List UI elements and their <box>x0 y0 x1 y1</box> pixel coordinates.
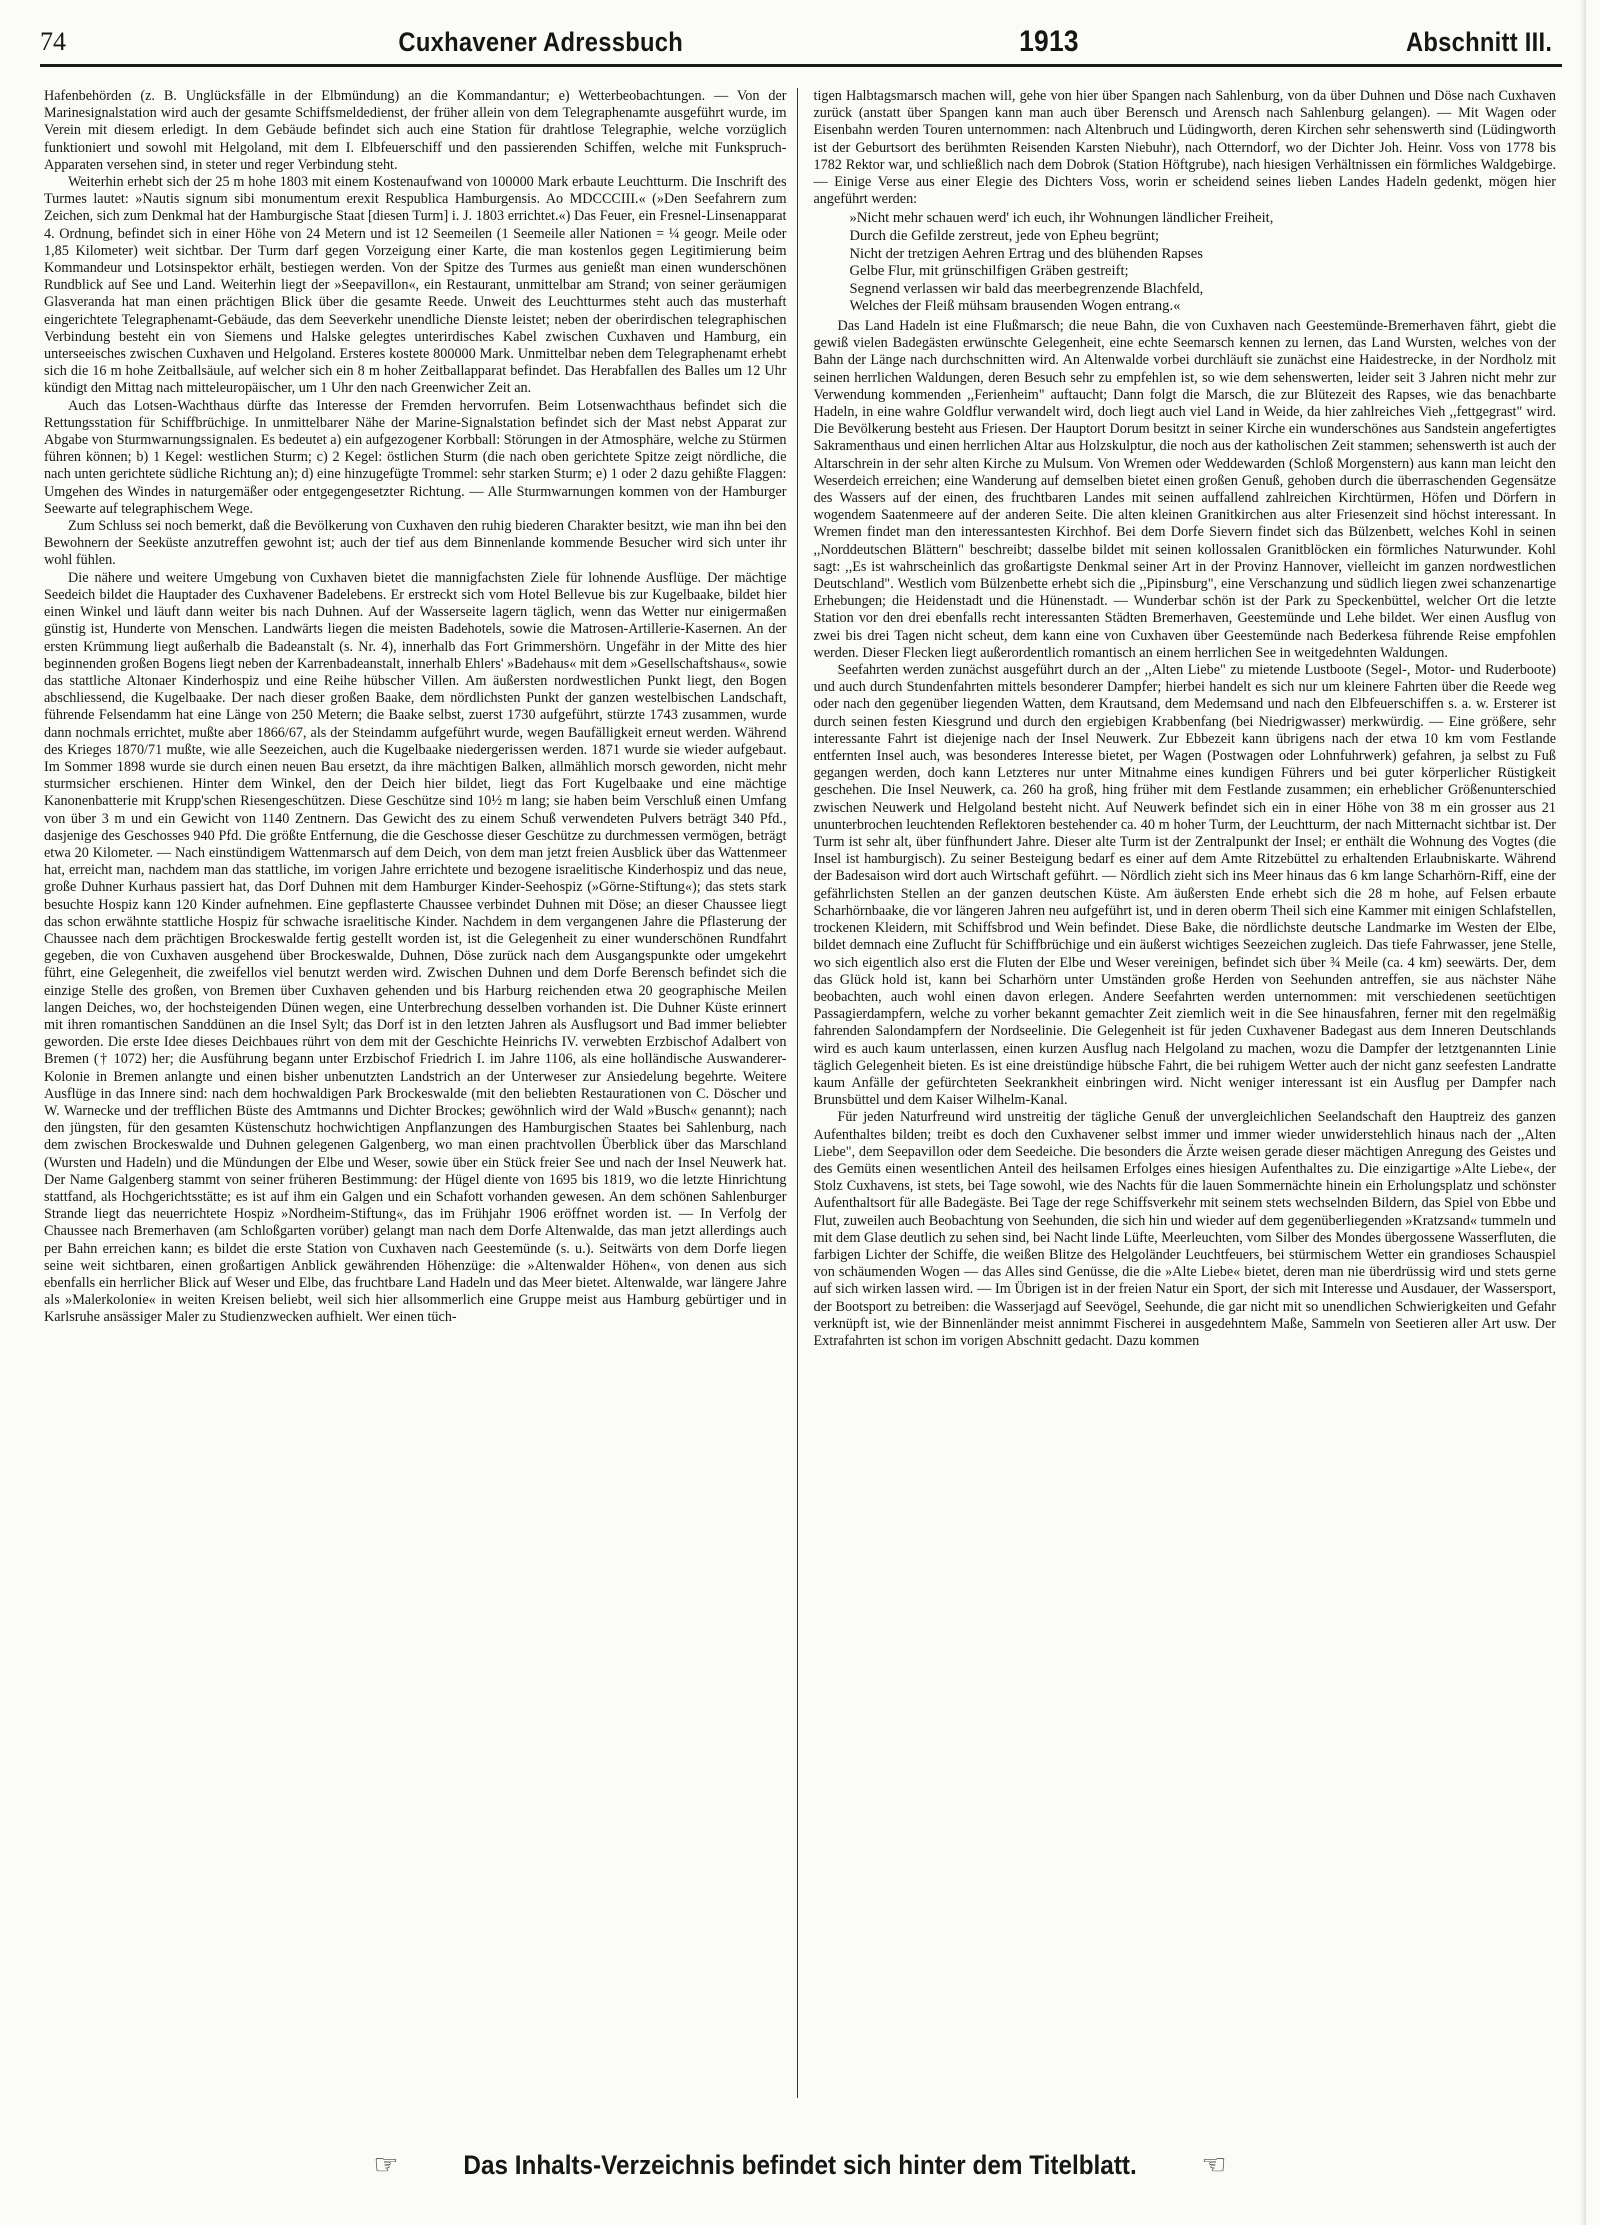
page-header <box>40 20 1562 67</box>
section-label: Abschnitt III. <box>1405 26 1553 57</box>
paragraph: Seefahrten werden zunächst ausgeführt durch an der ,,Alten Liebe" zu mietende Lustboote (Segel-, Motor- und Ruderboote) und auch durch Stundenfahrten mittels besonderer Dampfer; hierbei handelt es sich nur um kleinere Fahrten über die Reede weg oder nach den gegenüber liegenden Watten, dem Krautsand, dem Medemsand und nach den Elbfeuerschiffen s. a. w. Ersterer ist durch seinen festen Kiesgrund und durch den ergiebigen Krabbenfang (bei Niedrigwasser) merkwürdig. — Eine größere, sehr interessante Fahrt ist diejenige nach der Insel Neuwerk. Zur Ebbezeit kann übrigens nach der etwa 10 km vom Festlande entfernten Insel auch, was besonderes Interesse bietet, per Wagen (Postwagen oder Lohnfuhrwerk) gefahren, ja selbst zu Fuß gegangen werden, doch kann Letzteres nur unter Mitnahme eines kundigen Führers und bei guter körperlicher Rüstigkeit geschehen. Die Insel Neuwerk, ca. 260 ha groß, hing früher mit dem Festlande zusammen; ein erheblicher Größenunterschied zwischen Neuwerk und Helgoland besteht nicht. Auf Neuwerk befindet sich ein in einer Höhe von 38 m ein grosser aus 21 ununterbrochen leuchtenden Reflektoren bestehender ca. 40 m hoher Turm, der Leuchtturm, der nach Mitternacht sichtbar ist. Der Turm ist sehr alt, über fünfhundert Jahre. Dieser alte Turm ist der Zentralpunkt der Insel; er enthält die Wohnung des Vogtes (die Insel ist hamburgisch). Zu seiner Besteigung bedarf es einer auf dem Amte Ritzebüttel zu erhaltenden Erlaubniskarte. Während der Badesaison wird dort auch Wirtschaft geführt. — Nördlich zieht sich ins Meer hinaus das 6 km lange Scharhörn-Riff, eine der gefährlichsten Stellen an der ganzen deutschen Küste. Am äußersten Ende erhebt sich die 28 m hohe, auf Felsen erbaute Scharhörnbaake, die vor längeren Jahren neu aufgeführt ist, und in deren oberm Theil sich eine Kammer mit einigen Schlafstellen, trockenen Kleidern, mit Schiffsbrod und Wein befindet. Diese Bake, die nördlichste deutsche Landmarke im Westen der Elbe, bildet demnach eine Zuflucht für Schiffbrüchige und ein äußerst wichtiges Seezeichen zugleich. Das tiefe Fahrwasser, jene Stelle, wo sich eigentlich also erst die Fluten der Elbe und Weser vereinigen, befindet sich über ¾ Meile (ca. 4 km) seewärts. Der, dem das Glück hold ist, kann bei Scharhörn unter Umständen große Herden von Seehunden antreffen, sie aus nächster Nähe beobachten, auch wohl einen davon erlegen. Andere Seefahrten werden unternommen: mit verschiedenen seetüchtigen Passagierdampfern, welche zu vorher bekannt gemachter Zeit ziemlich weit in die See hinausfahren, ferner mit den regelmäßig fahrenden Salondampfern der Nordseelinie. Die Gelegenheit ist für jeden Cuxhavener Badegast aus dem Inneren Deutschlands wird es auch kaum unterlassen, einen kurzen Ausflug nach Helgoland zu machen, wozu die Dampfer der letztgenannten Linie täglich Gelegenheit bieten. Es ist eine dreistündige hübsche Fahrt, die bei ruhigem Wetter auch der nicht ganz seefesten Landratte kaum Anfälle der gefürchteten Seekrankheit einbringen wird. Nicht weniger interessant ist ein Ausflug per Dampfer nach Brunsbüttel und dem Kaiser Wilhelm-Kanal. <box>813 662 1556 1109</box>
footer-note: Das Inhalts-Verzeichnis befindet sich hinter dem Titelblatt. <box>463 2149 1137 2180</box>
paragraph: Weiterhin erhebt sich der 25 m hohe 1803 mit einem Kostenaufwand von 100000 Mark erbaute Leuchtturm. Die Inschrift des Turmes lautet: »Nautis signum sibi monumentum erexit Respublica Hamburgensis. Ao MDCCCIII.« (»Den Seefahrern zum Zeichen, sich zum Denkmal hat der Hamburgische Staat [diesen Turm] i. J. 1803 errichtet.«) Das Feuer, ein Fresnel-Linsenapparat 4. Ordnung, befindet sich in einer Höhe von 24 Metern und ist 12 Seemeilen (1 Seemeile aller Nationen = ¼ geogr. Meile oder 1,85 Kilometer) weit sichtbar. Der Turm darf gegen Vorzeigung einer Karte, die man kostenlos gegen Legitimierung beim Kommandeur und Lotsinspektor erhält, bestiegen werden. Von der Spitze des Turmes aus genießt man einen wunderschönen Rundblick auf See und Land. Weiterhin liegt der »Seepavillon«, ein Restaurant, unmittelbar am Strand; von seiner geräumigen Glasveranda hat man einen prächtigen Blick über die gesamte Reede. Unweit des Leuchtturmes steht auch das musterhaft eingerichtete Telegraphenamt-Gebäude, das dem Seeverkehr unendliche Dienste leistet; neben der oberirdischen telegraphischen Verbindung besteht ein von Siemens und Halske gelegtes unterirdisches Kabel zwischen Cuxhaven und Hamburg, ein unterseeisches zwischen Cuxhaven und Helgoland. Ersteres kostete 800000 Mark. Unmittelbar neben dem Telegraphenamt erhebt sich die 16 m hohe Zeitballsäule, auf welcher sich ein 8 m hoher Zeitballapparat befindet. Das Herabfallen des Balles um 12 Uhr kündigt den Mittag nach mitteleuropäischer, um 1 Uhr den nach Greenwicher Zeit an. <box>44 174 787 397</box>
paragraph: Auch das Lotsen-Wachthaus dürfte das Interesse der Fremden hervorrufen. Beim Lotsenwachthaus befindet sich die Rettungsstation für Schiffbrüchige. In unmittelbarer Nähe der Marine-Signalstation befindet sich der Mast nebst Apparat zur Abgabe von Sturmwarnungssignalen. Es bedeutet a) ein aufgezogener Korbball: Störungen in der Atmosphäre, welche zu Stürmen führen können; b) 1 Kegel: westlichen Sturm; c) 2 Kegel: östlichen Sturm (die nach oben gerichtete Spitze zeigt nördliche, die nach unten gerichtete südliche Richtung an); d) eine hinzugefügte Trommel: sehr starken Sturm; e) 1 oder 2 dazu gehißte Flaggen: Umgehen des Windes in naturgemäßer oder entgegengesetzter Richtung. — Alle Sturmwarnungen kommen von der Hamburger Seewarte auf telegraphischem Wege. <box>44 397 787 517</box>
poem-line: Durch die Gefilde zerstreut, jede von Epheu begrünt; <box>849 228 1160 245</box>
book-year: 1913 <box>1019 25 1079 58</box>
paragraph: Für jeden Naturfreund wird unstreitig der tägliche Genuß der unvergleichlichen Seelandschaft den Hauptreiz des ganzen Aufenthaltes bilden; treibt es doch den Cuxhavener selbst immer und immer wieder unwiderstehlich hinaus nach der ,,Alten Liebe", dem Seepavillon oder dem Seedeiche. Die besonders die Ärzte weisen gerade dieser mächtigen Anregung des Geistes und des Gemüts einen wesentlichen Anteil des heilsamen Erfolges eines hiesigen Aufenthaltes zu. Die einzigartige »Alte Liebe«, der Stolz Cuxhavens, ist stets, bei Tage sowohl, wie des Nachts für die lauen Sommernächte hinein ein Erholungsplatz und schönster Aufenthaltsort für alle Badegäste. Bei Tage der rege Schiffsverkehr mit seinem stets wechselnden Bildern, das Spiel von Ebbe und Flut, zuweilen auch Beobachtung von Seehunden, die sich hin und wieder auf dem gegenüberliegenden »Kratzsand« tummeln und mit dem Glase deutlich zu sehen sind, bei Nacht linde Lüfte, Meerleuchten, vom Silber des Mondes übergossene Wasserfluten, die farbigen Lichter der Schiffe, die weißen Blitze des Helgoländer Leuchtfeuers, bei stürmischem Wetter ein grandioses Schauspiel von schäumenden Wogen — das Alles sind Genüsse, die die »Alte Liebe« bietet, deren man nie überdrüssig wird und stets gerne auf sich wirken lassen wird. — Im Übrigen ist in der freien Natur ein Sport, der sich mit Interesse und Ausdauer, der Wassersport, der Bootsport zu betreiben: die Wasserjagd auf Seevögel, Seehunde, die gar nicht mit so unendlichen Schwierigkeiten und Gefahr verknüpft ist, wie der Binnenländer meist annimmt Fischerei in ausgedehntem Maße, Sammeln von Seetieren aller Art usw. Der Extrafahrten ist schon im vorigen Abschnitt gedacht. Dazu kommen <box>813 1109 1556 1349</box>
poem-line: Gelbe Flur, mit grünschilfigen Gräben gestreift; <box>849 263 1129 280</box>
paragraph: Das Land Hadeln ist eine Flußmarsch; die neue Bahn, die von Cuxhaven nach Geestemünde-Bremerhaven fährt, giebt die gewiß vielen Badegästen erwünschte Gelegenheit, eine echte Seemarsch kennen zu lernen, das Land Wursten, welches von der Bahn der Länge nach durchschnitten wird. An Altenwalde vorbei durchläuft sie zunächst eine Haidestrecke, in der Nordholz mit seinen herrlichen Waldungen, deren Besuch sehr zu empfehlen ist, so wie dem sehenswerten, leider seit 3 Jahren nicht mehr zur Verwendung kommenden ,,Ferienheim" auftaucht; Dann folgt die Marsch, die zur Blütezeit des Rapses, wie das benachbarte Hadeln, in eine wahre Goldflur verwandelt wird, doch liegt auch viel Land in Weide, da hier zahlreiches Vieh ,,fettgegrast" wird. Die Bevölkerung besteht aus Friesen. Der Hauptort Dorum besitzt in seiner Kirche ein wunderschönes aus Sandstein angefertigtes Sakramenthaus und einen herrlichen Altar aus Holzskulptur, die noch aus der katholischen Zeit stammen; sehenswerth ist auch der Altarschrein in der sehr alten Kirche zu Mulsum. Von Wremen oder Weddewarden (Schloß Morgenstern) aus kann man leicht den Weserdeich erreichen; eine Wanderung auf demselben bietet einen großen Genuß, gehoben durch die überraschenden Gegensätze des Wassers auf der einen, des fruchtbaren Landes mit seinen auffallend zahlreichen Kirchtürmen, Höfen und Dörfern in wogendem Saatenmeere auf der anderen Seite. Die alten kleinen Granitkirchen aus alter Friesenzeit sind höchst interessant. In Wremen findet man den interessantesten Kirchhof. Bei dem Dorfe Sievern findet sich das Bülzenbett, welches Kohl in seinen ,,Norddeutschen Blättern" beschreibt; dasselbe bildet mit seinen kollossalen Granitblöcken ein förmliches Naturwunder. Kohl sagt: ,,Es ist wahrscheinlich das großartigste Denkmal seiner Art in der Provinz Hannover, vielleicht im ganzen nordwestlichen Deutschland". Westlich vom Bülzenbette erhebt sich die ,,Pipinsburg", eine Verschanzung und südlich liegen zwei schanzenartige Erhebungen; die Heidenstadt und die Hünenstadt. — Wunderbar schön ist der Park zu Speckenbüttel, welcher Ort die letzte Station vor den drei ebenfalls recht interessanten Städten Bremerhaven, Geestemünde und Lehe bildet. Wer einen Ausflug von zwei bis drei Tagen nicht scheut, dem kann eine von Cuxhaven über Geestemünde nach Bederkesa führende Reise empfohlen werden. Dieser Flecken liegt außerordentlich romantisch an einem herrlichen See in weitgedehnten Waldungen. <box>813 317 1556 661</box>
pointing-hand-left-icon: ☜ <box>1201 2150 1227 2181</box>
poem <box>850 210 1557 316</box>
poem-line: Welches der Fleiß mühsam brausenden Wogen entrang.« <box>849 298 1181 315</box>
paragraph: tigen Halbtagsmarsch machen will, gehe von hier über Spangen nach Sahlenburg, von da über Duhnen und Döse nach Cuxhaven zurück (anstatt über Spangen kann man auch über Berensch und Arensch nach Sahlenburg gelangen). — Mit Wagen oder Eisenbahn werden Touren unternommen: nach Altenbruch und Lüdingworth, deren Kirchen sehr sehenswerth sind (Lüdingworth ist der Geburtsort des berühmten Reisenden Karsten Niebuhr), nach Otterndorf, wo der Dichter Joh. Heinr. Voss von 1778 bis 1782 Rektor war, und schließlich nach dem Dobrok (Station Höftgrube), nach hiesigen Verhältnissen ein förmliches Waldgebirge. — Einige Verse aus einer Elegie des Dichters Voss, worin er scheidend seines lieben Landes Hadeln gedenkt, mögen hier angeführt werden: <box>813 88 1556 208</box>
book-title: Cuxhavener Adressbuch <box>398 26 683 57</box>
page-edge-shadow <box>1580 0 1586 2225</box>
right-column <box>797 88 1557 2098</box>
page-footer <box>0 2145 1600 2185</box>
text-columns <box>44 88 1556 2098</box>
poem-line: »Nicht mehr schauen werd' ich euch, ihr Wohnungen ländlicher Freiheit, <box>849 210 1274 227</box>
pointing-hand-right-icon: ☞ <box>373 2150 399 2181</box>
paragraph: Hafenbehörden (z. B. Unglücksfälle in der Elbmündung) an die Kommandantur; e) Wetterbeobachtungen. — Von der Marinesignalstation wird auch der gesamte Schiffsmeldedienst, der früher allein von dem Telegraphenamte ausgeführt wurde, im Verein mit diesem erledigt. In dem Gebäude befindet sich auch eine Station für drahtlose Telegraphie, welche vorzüglich funktioniert und sowohl mit Helgoland, mit dem I. Elbfeuerschiff und den passierenden Schiffen, welche mit Funkspruch-Apparaten versehen sind, in steter und reger Verbindung steht. <box>44 88 787 173</box>
paragraph: Die nähere und weitere Umgebung von Cuxhaven bietet die mannigfachsten Ziele für lohnende Ausflüge. Der mächtige Seedeich bildet die Hauptader des Cuxhavener Badelebens. Er erstreckt sich vom Hotel Bellevue bis zur Kugelbaake, bildet hier einen Winkel und läuft dann weiter bis nach Duhnen. Auf der Wasserseite lagern täglich, wenn das Wetter nur einigermaßen günstig ist, Hunderte von Menschen. Landwärts liegen die meisten Badehotels, sowie die Matrosen-Artillerie-Kasernen. An der ersten Krümmung liegt außerhalb die Badeanstalt (s. Nr. 4), innerhalb das Fort Grimmershörn. Ungefähr in der Mitte des hier beginnenden großen Bogens liegt neben der Karrenbadeanstalt, innerhalb Ehlers' »Badehaus« mit dem »Gesellschaftshaus«, sowie das stattliche Altonaer Kinderhospiz und eine Reihe hübscher Villen. Am äußersten nordwestlichen Punkt liegt, den Bogen abschliessend, die Kugelbaake. Der nach dieser großen Baake, dem nördlichsten Punkt der ganzen westelbischen Landschaft, führende Felsendamm hat eine Länge von 250 Metern; die Baake selbst, zuerst 1730 aufgeführt, stürzte 1743 zusammen, wurde dann nochmals errichtet, mußte aber 1866/67, als der Steindamm aufgeführt wurde, wegen Baufälligkeit erneut werden. Während des Krieges 1870/71 mußte, wie alle Seezeichen, auch die Kugelbaake niedergerissen werden. 1871 wurde sie wieder aufgebaut. Im Sommer 1898 wurde sie durch einen neuen Bau ersetzt, da ihre mächtigen Balken, allmählich morsch geworden, nicht mehr sturmsicher erschienen. Hinter dem Winkel, den der Deich hier bildet, liegt das Fort Kugelbaake und eine mächtige Kanonenbatterie mit Krupp'schen Riesengeschützen. Diese Geschütze sind 10½ m lang; sie haben beim Verschluß einen Umfang von über 3 m und ein Gewicht von 1140 Zentnern. Das Gewicht des zu einem Schuß verwendeten Pulvers beträgt 340 Pfd., dasjenige des Geschosses 940 Pfd. Die größte Entfernung, die die Geschosse dieser Geschütze zu durchmessen vermögen, beträgt etwa 20 Kilometer. — Nach einstündigem Wattenmarsch auf dem Deich, von dem man jetzt freien Ausblick über das Wattenmeer hat, erreicht man, nachdem man das stattliche, im vorigen Jahre errichtete und bezogene israelitische Kinderhospiz und das neue, große Duhner Kurhaus passiert hat, das Dorf Duhnen mit dem Hamburger Kinder-Seehospiz (»Görne-Stiftung«); das stets stark besuchte Hospiz kann 120 Kinder aufnehmen. Eine gepflasterte Chaussee verbindet Duhnen mit Döse; an dieser Chaussee liegt das schon erwähnte stattliche Hospiz für schwache israelitische Kinder. Nachdem in dem vergangenen Jahre die Pflasterung der Chaussee nach dem prächtigen Brockeswalde fertig gestellt worden ist, ist die Gelegenheit zu einer wunderschönen Rundfahrt gegeben, die von Cuxhaven ausgehend über Brockeswalde, Duhnen, Döse zurück nach dem Ausgangspunkte oder umgekehrt führt, eine Gelegenheit, die zweifellos viel benutzt werden wird. Zwischen Duhnen und dem Dorfe Berensch befindet sich die einzige Stelle des großen, von Bremen über Cuxhaven gehenden und bis Harburg reichenden etwa 20 geographische Meilen langen Deiches, wo, der hochsteigenden Dünen wegen, eine Unterbrechung desselben vorhanden ist. Die Duhner Küste erinnert mit ihren romantischen Sanddünen an die Insel Sylt; das Dorf ist in den letzten Jahren als Ausflugsort und Bad immer beliebter geworden. Die erste Idee dieses Deichbaues rührt von dem mit der Geschichte Heinrichs IV. verwebten Erzbischof Adalbert von Bremen († 1072) her; die Ausführung begann unter Erzbischof Friedrich I. im Jahre 1106, als eine holländische Auswanderer-Kolonie in Bremen anlangte und einen bisher unbenutzten Landstrich an der Unterweser zur Ansiedelung begehrte. Weitere Ausflüge in das Innere sind: nach dem hochwaldigen Park Brockeswalde (mit den beliebten Restaurationen von C. Döscher und W. Warnecke und der trefflichen Büste des Amtmanns und Dichter Brockes; gewöhnlich wird der Wald »Busch« genannt); nach den jüngsten, für den gesamten Küstenschutz hochwichtigen Anpflanzungen des Hamburgischen Staates bei Sahlenburg, nach dem zwischen Brockeswalde und Duhnen gelegenen Galgenberg, wo man einen prachtvollen Überblick über das Marschland (Wursten und Hadeln) und die Mündungen der Elbe und Weser, sowie über ein Stück freier See und nach der Insel Neuwerk hat. Der Name Galgenberg stammt von seiner früheren Bestimmung: der Hügel diente von 1695 bis 1819, wo die letzte Hinrichtung stattfand, als Hochgerichtsstätte; es ist auf ihm ein Galgen und ein Schafott vorhanden gewesen. An dem schönen Sahlenburger Strande liegt das neuerrichtete Hospiz »Nordheim-Stiftung«, das im Frühjahr 1906 eröffnet worden ist. — In Verfolg der Chaussee nach Bremerhaven (am Schloßgarten vorüber) gelangt man nach dem Dorfe Altenwalde, das man jetzt allerdings auch per Bahn erreichen kann; es bildet die erste Station von Cuxhaven nach Geestemünde (s. u.). Seitwärts von dem Dorfe liegen seine weit sichtbaren, einen großartigen Anblick gewährenden Höhenzüge: die »Altenwalder Höhen«, von denen aus sich ebenfalls ein herrlicher Blick auf Weser und Elbe, das fruchtbare Land Hadeln und das Meer bietet. Altenwalde, war längere Jahre als »Malerkolonie« in weiten Kreisen beliebt, weil sich hier allsommerlich eine Gruppe meist aus Hamburg gebürtiger und in Karlsruhe ansässiger Maler zu Studienzwecken aufhielt. Wer einen tüch- <box>44 569 787 1326</box>
paragraph: Zum Schluss sei noch bemerkt, daß die Bevölkerung von Cuxhaven den ruhig biederen Charakter besitzt, wie man ihn bei den Bewohnern der Seeküste anzutreffen gewohnt ist; auch der tief aus dem Binnenlande kommende Besucher wird sich unter ihr wohl fühlen. <box>44 518 787 569</box>
poem-line: Segnend verlassen wir bald das meerbegrenzende Blachfeld, <box>849 280 1204 297</box>
poem-line: Nicht der tretzigen Aehren Ertrag und des blühenden Rapses <box>849 245 1203 262</box>
page-number: 74 <box>40 27 66 56</box>
left-column <box>44 88 797 2098</box>
